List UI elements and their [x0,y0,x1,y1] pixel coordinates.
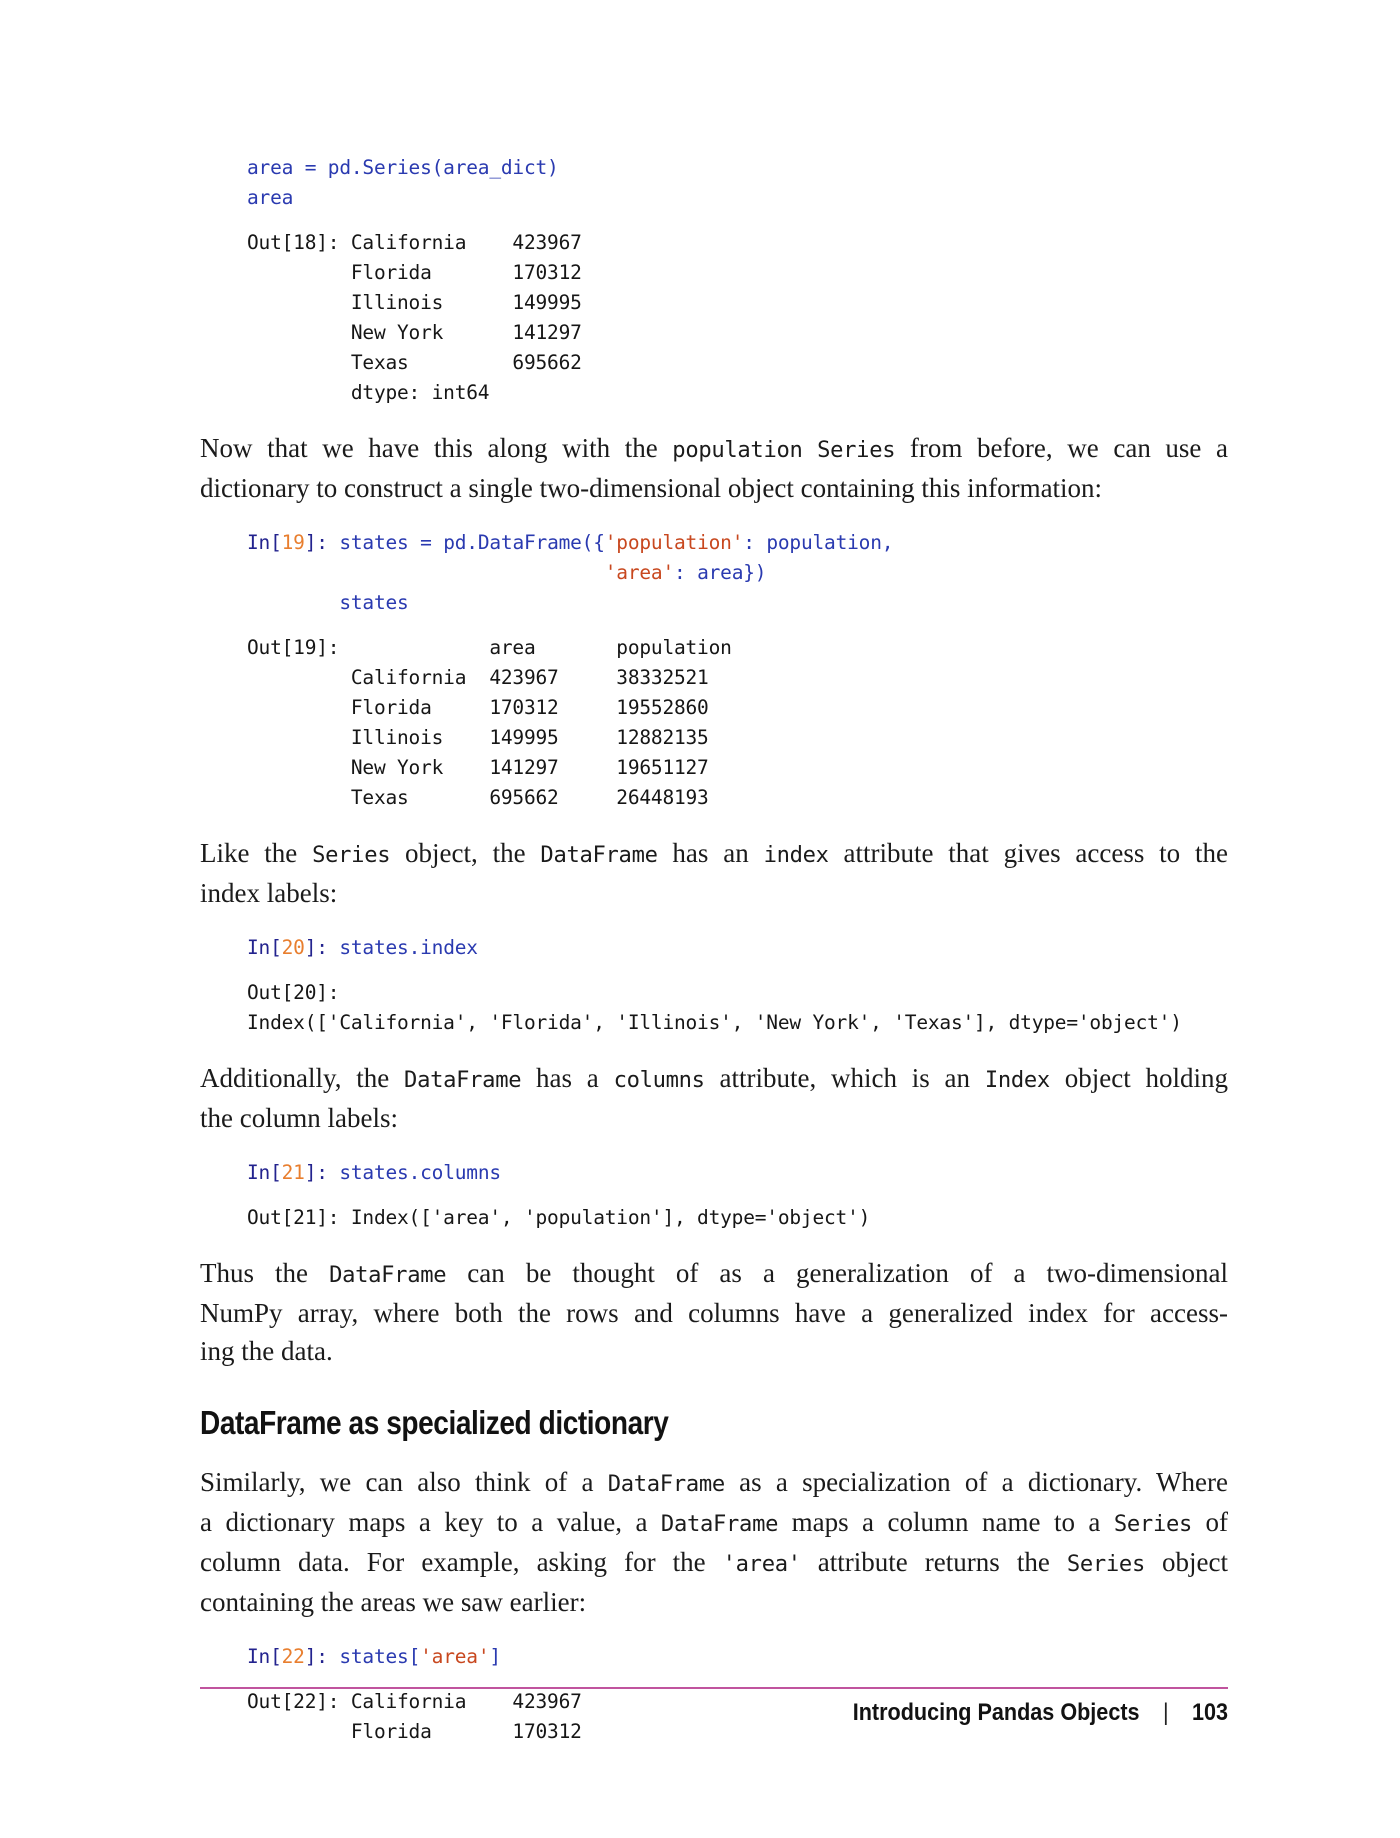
text-segment: object holding [1049,1063,1228,1093]
text-segment: can be thought of as a generalization of a two-dimensional [446,1258,1228,1288]
text-segment: ]: [304,531,340,554]
text-segment: : area}) [674,561,767,584]
text-segment: Florida 170312 19552860 [247,696,709,719]
code-line [247,153,1228,183]
code-input-block [200,153,1228,213]
code-line [247,933,1228,963]
page-content [200,138,1228,1762]
text-segment: 'population' [604,531,744,554]
text-segment: ] [489,1645,501,1668]
text-segment: area [247,186,294,209]
text-segment: object, the [390,838,541,868]
section-heading [200,1404,1228,1442]
text-segment: area = pd.Series(area_dict) [247,156,559,179]
text-segment: 'area' [420,1645,490,1668]
inline-code: DataFrame [404,1067,522,1093]
code-line [247,528,1228,558]
text-segment: In[ [247,531,282,554]
code-input-block [200,1642,1228,1672]
paragraph-line [200,874,1228,912]
text-segment: Now that we have this along with the [200,433,673,463]
code-line [247,783,1228,813]
code-output-block [200,633,1228,813]
inline-code: Index [984,1067,1050,1093]
inline-code: Series [1113,1511,1193,1537]
code-line [247,258,1228,288]
text-segment: 'area' [604,561,674,584]
text-segment: In[ [247,1645,282,1668]
text-segment: the column labels: [200,1103,398,1133]
footer-rule [200,1687,1228,1689]
footer-divider: | [1162,1699,1169,1726]
text-segment: Florida 170312 [247,261,582,284]
inline-code: population [672,437,803,463]
text-segment: Index(['California', 'Florida', 'Illinois', 'New York', 'Texas'], dtype='object') [247,1011,1182,1034]
inline-code: DataFrame [329,1262,447,1288]
inline-code: columns [613,1067,705,1093]
text-segment: a dictionary maps a key to a value, a [200,1507,661,1537]
paragraph-line [200,1254,1228,1294]
footer-text [200,1699,1228,1727]
code-line [247,723,1228,753]
text-segment: In[ [247,1161,282,1184]
text-segment: ]: [304,1645,340,1668]
inline-code: DataFrame [660,1511,779,1537]
text-segment: In[ [247,936,282,959]
text-segment [247,561,605,584]
code-line [247,978,1228,1008]
footer-section-title: Introducing Pandas Objects [852,1699,1140,1726]
text-segment: ing the data. [200,1336,333,1366]
text-segment: New York 141297 19651127 [247,756,709,779]
text-segment: maps a column name to a [778,1507,1114,1537]
code-input-block [200,933,1228,963]
footer-line [853,1699,1228,1727]
paragraph-line [200,469,1228,507]
text-segment: 20 [281,936,305,959]
paragraph [200,1059,1228,1137]
text-segment: Similarly, we can also think of a [200,1467,608,1497]
text-segment: of [1192,1507,1228,1537]
text-segment: ]: [304,936,340,959]
text-segment: Out[18]: California 423967 [247,231,582,254]
text-segment: has an [657,838,764,868]
code-line [247,633,1228,663]
inline-code: index [763,842,829,868]
code-line [247,318,1228,348]
text-segment: attribute that gives access to the [828,838,1228,868]
code-line [247,693,1228,723]
text-segment: NumPy array, where both the rows and columns have a generalized index for access- [200,1298,1228,1328]
text-segment: California 423967 38332521 [247,666,709,689]
text-segment: object [1144,1547,1228,1577]
footer-page-number: 103 [1191,1699,1228,1726]
inline-code: Series [1066,1551,1145,1577]
inline-code: Series [817,437,896,463]
text-segment: Additionally, the [200,1063,405,1093]
text-segment: dictionary to construct a single two-dimensional object containing this information: [200,473,1103,503]
text-segment: has a [521,1063,614,1093]
paragraph-line [200,1099,1228,1137]
code-line [247,1203,1228,1233]
text-segment: Out[21]: Index(['area', 'population'], dtype='object') [247,1206,871,1229]
text-segment [803,433,818,463]
inline-code: DataFrame [540,842,658,868]
text-segment: Out[20]: [247,981,340,1004]
paragraph-line [200,1503,1228,1543]
code-line [247,753,1228,783]
code-output-block [200,1203,1228,1233]
inline-code: Series [312,842,391,868]
paragraph-line [200,1059,1228,1099]
code-line [247,228,1228,258]
code-output-block [200,228,1228,408]
text-segment: Out[22]: California 423967 [247,1690,582,1713]
text-segment: Like the [200,838,313,868]
text-segment: 19 [281,531,305,554]
text-segment: index labels: [200,878,338,908]
code-line [247,183,1228,213]
code-line [247,378,1228,408]
text-segment: from before, we can use a [895,433,1229,463]
text-segment: Illinois 149995 12882135 [247,726,709,749]
paragraph [200,1463,1228,1621]
paragraph-line [200,429,1228,469]
code-line [247,1642,1228,1672]
text-segment: states.index [339,936,478,959]
text-segment: attribute returns the [800,1547,1067,1577]
inline-code: 'area' [722,1551,801,1577]
paragraph-line [200,1463,1228,1503]
code-line [247,348,1228,378]
code-line [247,1008,1228,1038]
text-segment: states = pd.DataFrame({ [339,531,605,554]
text-segment: ]: [304,1161,340,1184]
paragraph-line [200,834,1228,874]
text-segment: as a specialization of a dictionary. Where [724,1467,1228,1497]
paragraph [200,1254,1228,1370]
page-footer [200,1687,1228,1727]
code-input-block [200,528,1228,618]
inline-code: DataFrame [607,1471,725,1497]
text-segment: Florida 170312 [247,1720,582,1743]
text-segment: 21 [281,1161,305,1184]
code-line [247,663,1228,693]
text-segment: Texas 695662 26448193 [247,786,709,809]
code-line [247,558,1228,588]
text-segment: states[ [339,1645,421,1668]
text-segment: 22 [281,1645,305,1668]
text-segment: Out[19]: area population [247,636,732,659]
text-segment: : population, [743,531,894,554]
code-line [247,588,1228,618]
text-segment: states.columns [339,1161,501,1184]
code-line [247,288,1228,318]
text-segment: states [247,591,409,614]
paragraph [200,429,1228,507]
text-segment: column data. For example, asking for the [200,1547,723,1577]
text-segment: Illinois 149995 [247,291,582,314]
code-input-block [200,1158,1228,1188]
text-segment: dtype: int64 [247,381,490,404]
paragraph-line [200,1332,1228,1370]
paragraph-line [200,1583,1228,1621]
code-line [247,1158,1228,1188]
text-segment: attribute, which is an [704,1063,985,1093]
section-heading-text: DataFrame as specialized dictionary [200,1404,669,1441]
text-segment: containing the areas we saw earlier: [200,1587,587,1617]
paragraph-line [200,1543,1228,1583]
code-output-block [200,978,1228,1038]
paragraph-line [200,1294,1228,1332]
paragraph [200,834,1228,912]
text-segment: Texas 695662 [247,351,582,374]
text-segment: Thus the [200,1258,330,1288]
text-segment: New York 141297 [247,321,582,344]
